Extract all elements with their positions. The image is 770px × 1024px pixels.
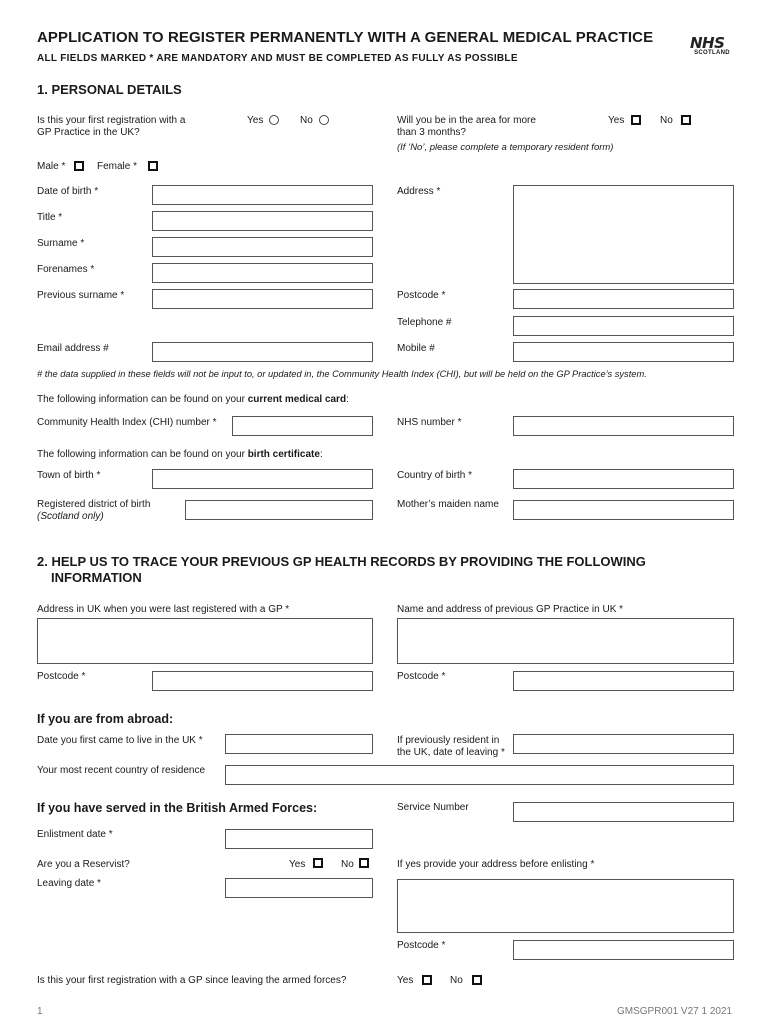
medical-card-note-pre: The following information can be found on your bbox=[37, 394, 248, 405]
first-reg-forces-label: Is this your first registration with a GP since leaving the armed forces? bbox=[37, 975, 347, 986]
enlistment-label: Enlistment date * bbox=[37, 829, 113, 840]
area-question-line2: than 3 months? bbox=[397, 127, 466, 138]
female-label: Female * bbox=[97, 161, 138, 172]
reservist-no-label: No bbox=[341, 859, 354, 870]
nhs-number-label: NHS number * bbox=[397, 417, 462, 428]
first-reg-no-label: No bbox=[300, 115, 313, 126]
logo-text: NHS bbox=[690, 34, 725, 52]
first-reg-question-line2: GP Practice in the UK? bbox=[37, 127, 140, 138]
medical-card-note bbox=[37, 394, 349, 406]
mobile-label: Mobile # bbox=[397, 343, 435, 354]
country-of-birth-field[interactable] bbox=[513, 469, 734, 489]
first-reg-no-radio[interactable] bbox=[319, 115, 329, 125]
reg-district-note: (Scotland only) bbox=[37, 511, 104, 522]
forenames-field[interactable] bbox=[152, 263, 373, 283]
dob-label: Date of birth * bbox=[37, 186, 99, 197]
postcode-field[interactable] bbox=[513, 289, 734, 309]
telephone-label: Telephone # bbox=[397, 317, 452, 328]
forces-postcode-label: Postcode * bbox=[397, 940, 446, 951]
country-of-birth-label: Country of birth * bbox=[397, 470, 473, 481]
abroad-heading: If you are from abroad: bbox=[37, 712, 174, 726]
service-number-label: Service Number bbox=[397, 802, 469, 813]
address-before-label: If yes provide your address before enlisting * bbox=[397, 859, 595, 870]
section1-heading: 1. PERSONAL DETAILS bbox=[37, 82, 182, 97]
section2-heading: 2. HELP US TO TRACE YOUR PREVIOUS GP HEALTH RECORDS BY PROVIDING THE FOLLOWING bbox=[37, 554, 646, 569]
area-yes-checkbox[interactable] bbox=[631, 115, 641, 125]
form-code: GMSGPR001 V27 1 2021 bbox=[617, 1006, 733, 1017]
maiden-name-field[interactable] bbox=[513, 500, 734, 520]
email-label: Email address # bbox=[37, 343, 109, 354]
first-reg-yes-label: Yes bbox=[247, 115, 264, 126]
page-number: 1 bbox=[37, 1006, 43, 1017]
dob-field[interactable] bbox=[152, 185, 373, 205]
reservist-no-checkbox[interactable] bbox=[359, 858, 369, 868]
forces-postcode-field[interactable] bbox=[513, 940, 734, 960]
address-label: Address * bbox=[397, 186, 441, 197]
first-reg-forces-no-checkbox[interactable] bbox=[472, 975, 482, 985]
prev-resident-label: If previously resident in bbox=[397, 735, 500, 746]
surname-field[interactable] bbox=[152, 237, 373, 257]
prev-practice-field[interactable] bbox=[397, 618, 734, 664]
surname-label: Surname * bbox=[37, 238, 85, 249]
prev-surname-field[interactable] bbox=[152, 289, 373, 309]
male-label: Male * bbox=[37, 161, 66, 172]
prev-resident-label-line2: the UK, date of leaving * bbox=[397, 747, 505, 758]
area-question: Will you be in the area for more bbox=[397, 115, 536, 126]
maiden-name-label: Mother’s maiden name bbox=[397, 499, 499, 510]
first-reg-forces-yes-label: Yes bbox=[397, 975, 414, 986]
address-before-field[interactable] bbox=[397, 879, 734, 933]
medical-card-note-bold: current medical card bbox=[247, 394, 347, 405]
section2-heading-line2: INFORMATION bbox=[51, 570, 142, 585]
recent-country-field[interactable] bbox=[225, 765, 734, 785]
first-reg-forces-yes-checkbox[interactable] bbox=[422, 975, 432, 985]
leaving-date-field[interactable] bbox=[225, 878, 373, 898]
female-checkbox[interactable] bbox=[148, 161, 158, 171]
birth-cert-note-pre: The following information can be found on your bbox=[37, 449, 248, 460]
first-reg-yes-radio[interactable] bbox=[269, 115, 279, 125]
uk-address-field[interactable] bbox=[37, 618, 373, 664]
reservist-yes-label: Yes bbox=[289, 859, 306, 870]
date-leaving-field[interactable] bbox=[513, 734, 734, 754]
prev-surname-label: Previous surname * bbox=[37, 290, 125, 301]
telephone-field[interactable] bbox=[513, 316, 734, 336]
title-field[interactable] bbox=[152, 211, 373, 231]
area-note: (If ‘No’, please complete a temporary resident form) bbox=[397, 142, 614, 153]
form-subtitle: ALL FIELDS MARKED * ARE MANDATORY AND MUST BE COMPLETED AS FULLY AS POSSIBLE bbox=[37, 53, 518, 64]
date-came-label: Date you first came to live in the UK * bbox=[37, 735, 203, 746]
birth-cert-note bbox=[37, 449, 323, 461]
date-came-field[interactable] bbox=[225, 734, 373, 754]
uk-postcode-field[interactable] bbox=[152, 671, 373, 691]
area-yes-label: Yes bbox=[608, 115, 625, 126]
form-title: APPLICATION TO REGISTER PERMANENTLY WITH A GENERAL MEDICAL PRACTICE bbox=[37, 29, 654, 46]
email-field[interactable] bbox=[152, 342, 373, 362]
town-of-birth-field[interactable] bbox=[152, 469, 373, 489]
address-field[interactable] bbox=[513, 185, 734, 284]
logo-subtext: SCOTLAND bbox=[694, 50, 730, 56]
area-no-checkbox[interactable] bbox=[681, 115, 691, 125]
male-checkbox[interactable] bbox=[74, 161, 84, 171]
uk-address-label: Address in UK when you were last registered with a GP * bbox=[37, 604, 290, 615]
forces-heading: If you have served in the British Armed Forces: bbox=[37, 801, 318, 815]
hash-note: # the data supplied in these fields will not be input to, or updated in, the Community Health Index (CHI), but will be held on the GP Practice’s system. bbox=[37, 369, 647, 379]
first-reg-forces-no-label: No bbox=[450, 975, 463, 986]
chi-field[interactable] bbox=[232, 416, 373, 436]
nhs-scotland-logo bbox=[690, 34, 738, 56]
recent-country-label: Your most recent country of residence bbox=[37, 765, 206, 776]
practice-postcode-field[interactable] bbox=[513, 671, 734, 691]
prev-practice-label: Name and address of previous GP Practice in UK * bbox=[397, 604, 624, 615]
enlistment-field[interactable] bbox=[225, 829, 373, 849]
title-label: Title * bbox=[37, 212, 63, 223]
practice-postcode-label: Postcode * bbox=[397, 671, 446, 682]
reg-district-field[interactable] bbox=[185, 500, 373, 520]
first-reg-question: Is this your first registration with a bbox=[37, 115, 186, 126]
medical-card-note-post: : bbox=[346, 394, 349, 405]
uk-postcode-label: Postcode * bbox=[37, 671, 86, 682]
birth-cert-note-post: : bbox=[319, 449, 323, 460]
chi-label: Community Health Index (CHI) number * bbox=[37, 417, 217, 428]
reg-district-label: Registered district of birth bbox=[37, 499, 151, 510]
town-of-birth-label: Town of birth * bbox=[37, 470, 101, 481]
forenames-label: Forenames * bbox=[37, 264, 95, 275]
reservist-label: Are you a Reservist? bbox=[37, 859, 130, 870]
birth-cert-note-bold: birth certificate bbox=[247, 449, 320, 460]
postcode-label: Postcode * bbox=[397, 290, 446, 301]
nhs-number-field[interactable] bbox=[513, 416, 734, 436]
service-number-field[interactable] bbox=[513, 802, 734, 822]
leaving-date-label: Leaving date * bbox=[37, 878, 101, 889]
area-no-label: No bbox=[660, 115, 673, 126]
mobile-field[interactable] bbox=[513, 342, 734, 362]
reservist-yes-checkbox[interactable] bbox=[313, 858, 323, 868]
